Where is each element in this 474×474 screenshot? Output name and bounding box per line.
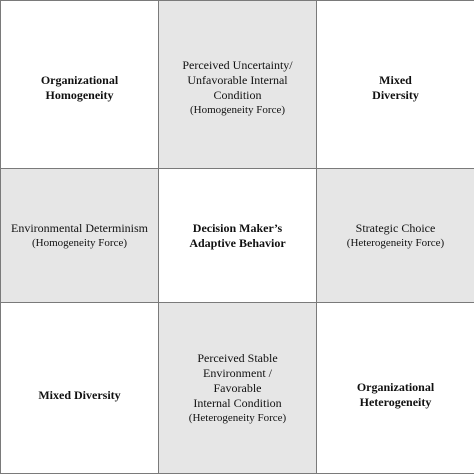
cell-title-line: Heterogeneity [359,395,432,409]
cell-text-line: Internal Condition [193,396,282,410]
force-label: (Homogeneity Force) [190,104,285,116]
cell-text-line: Strategic Choice [355,221,436,235]
cell-title-line: Mixed Diversity [38,387,121,402]
cell-environmental-determinism [0,168,159,303]
force-label: (Homogeneity Force) [32,237,127,249]
cell-title-line: Diversity [372,87,419,102]
cell-text-line: Unfavorable Internal [187,73,288,87]
cell-perceived-uncertainty [158,0,317,169]
cell-title-line: Homogeneity [45,87,114,102]
cell-text-line: Condition [213,88,262,102]
cell-mixed-diversity-top [316,0,474,169]
force-label: (Heterogeneity Force) [188,412,287,424]
cell-strategic-choice [316,168,474,303]
cell-decision-maker-adaptive-behavior [158,168,317,303]
force-label: (Heterogeneity Force) [346,237,445,249]
cell-perceived-stable-environment [158,302,317,474]
cell-text-line: Favorable [213,381,262,395]
cell-title-line: Organizational [40,72,119,87]
cell-mixed-diversity-bottom [0,302,159,474]
cell-organizational-homogeneity [0,0,159,169]
cell-title-line: Decision Maker’s [192,220,283,235]
cell-title-line: Mixed [379,72,412,87]
cell-text-line: Perceived Uncertainty/ [182,58,293,72]
cell-text-line: Environment / [203,366,272,380]
cell-title-line: Adaptive Behavior [189,235,286,250]
cell-organizational-heterogeneity [316,302,474,474]
cell-text-line: Perceived Stable [197,351,278,365]
cell-title-line: Organizational [356,380,435,394]
cell-text-line: Environmental Determinism [11,221,148,235]
